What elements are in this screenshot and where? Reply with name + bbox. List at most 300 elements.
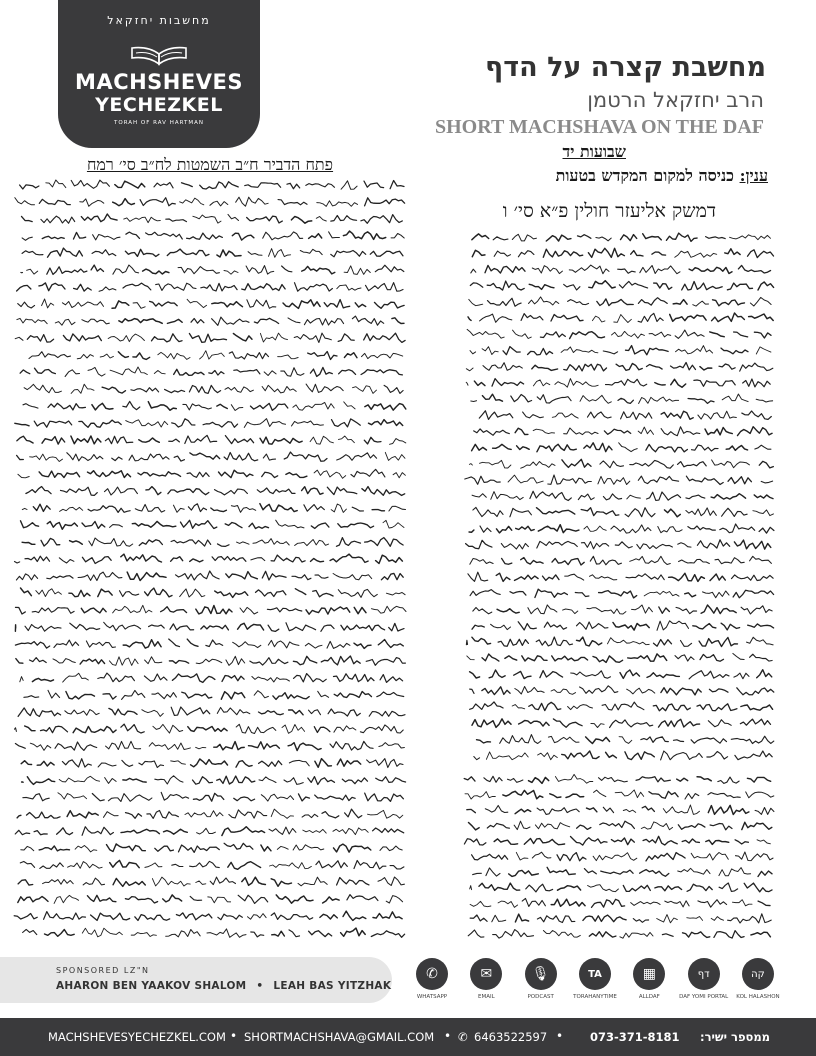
handwriting-stroke xyxy=(532,266,562,274)
handwriting-stroke xyxy=(59,558,74,563)
handwriting-stroke xyxy=(210,201,228,206)
handwriting-stroke xyxy=(562,459,591,467)
handwriting-stroke xyxy=(155,776,183,784)
handwriting-stroke xyxy=(122,690,145,699)
handwriting-stroke xyxy=(24,384,61,392)
handwriting-stroke xyxy=(77,354,93,358)
handwriting-stroke xyxy=(599,777,628,782)
handwriting-stroke xyxy=(26,487,51,494)
handwriting-stroke xyxy=(315,575,328,578)
handwriting-stroke xyxy=(248,252,262,256)
rabbi-name-hebrew: הרב יחזקאל הרטמן xyxy=(587,88,764,112)
logo-name-line2: YECHEZKEL xyxy=(95,94,223,116)
handwriting-stroke xyxy=(168,489,209,495)
handwriting-stroke xyxy=(378,877,404,886)
handwriting-stroke xyxy=(482,394,502,401)
handwriting-stroke xyxy=(464,839,486,845)
handwriting-stroke xyxy=(79,420,121,427)
open-book-icon xyxy=(130,44,188,66)
handwriting-stroke xyxy=(706,840,729,844)
link-email[interactable] xyxy=(464,958,508,1006)
handwriting-stroke xyxy=(547,867,575,874)
handwriting-stroke xyxy=(519,721,550,727)
handwriting-stroke xyxy=(249,742,280,749)
footer-email-link[interactable]: SHORTMACHSHAVA@GMAIL.COM xyxy=(244,1030,435,1044)
handwriting-stroke xyxy=(259,777,276,783)
handwriting-stroke xyxy=(133,353,150,360)
handwriting-stroke xyxy=(735,840,748,844)
handwriting-stroke xyxy=(60,507,83,511)
handwriting-stroke xyxy=(139,438,160,442)
handwriting-stroke xyxy=(630,460,674,468)
handwriting-stroke xyxy=(145,657,162,664)
handwriting-stroke xyxy=(564,428,598,435)
handwriting-stroke xyxy=(63,334,101,341)
handwriting-stroke xyxy=(222,827,265,836)
handwriting-stroke xyxy=(242,877,266,885)
handwriting-stroke xyxy=(590,556,621,565)
handwriting-stroke xyxy=(30,743,51,750)
handwriting-stroke xyxy=(298,877,327,886)
handwriting-stroke xyxy=(171,761,186,764)
whatsapp-icon: ✆ xyxy=(416,958,448,990)
handwriting-stroke xyxy=(339,370,356,375)
handwriting-stroke xyxy=(515,687,544,695)
handwriting-stroke xyxy=(41,538,60,546)
handwriting-stroke xyxy=(758,282,774,290)
handwriting-stroke xyxy=(108,334,144,342)
handwriting-stroke xyxy=(25,556,50,561)
handwriting-stroke xyxy=(169,639,180,647)
handwriting-stroke xyxy=(126,420,168,427)
handwriting-stroke xyxy=(593,853,637,861)
handwriting-stroke xyxy=(528,349,553,355)
handwriting-stroke xyxy=(81,214,117,222)
handwriting-stroke xyxy=(597,299,633,306)
handwriting-stroke xyxy=(529,702,561,710)
handwriting-stroke xyxy=(71,180,109,188)
link-whatsapp[interactable] xyxy=(410,958,454,1006)
handwriting-stroke xyxy=(333,574,372,580)
handwriting-stroke xyxy=(530,491,571,500)
handwriting-stroke xyxy=(105,487,138,495)
handwriting-stroke xyxy=(149,743,190,750)
handwriting-stroke xyxy=(485,265,525,273)
handwriting-stroke xyxy=(740,363,773,371)
handwriting-stroke xyxy=(473,873,482,874)
handwriting-stroke xyxy=(580,686,618,694)
handwriting-stroke xyxy=(310,368,332,377)
handwriting-stroke xyxy=(515,914,528,922)
handwriting-stroke xyxy=(18,708,61,717)
handwriting-stroke xyxy=(548,475,592,484)
logo-hebrew-text: מחשבות יחזקאל xyxy=(107,14,211,27)
handwriting-stroke xyxy=(712,313,745,322)
handwriting-stroke xyxy=(144,674,167,681)
handwriting-stroke xyxy=(655,383,665,385)
handwriting-stroke xyxy=(480,526,491,532)
handwriting-stroke xyxy=(494,839,517,844)
footer-separator: • xyxy=(556,1029,564,1043)
handwriting-stroke xyxy=(212,302,243,307)
handwriting-stroke xyxy=(257,488,295,494)
topic-heading xyxy=(556,166,768,186)
handwriting-stroke xyxy=(247,216,283,223)
handwriting-stroke xyxy=(570,332,605,339)
handwriting-stroke xyxy=(176,571,220,580)
handwriting-stroke xyxy=(538,525,579,533)
handwriting-stroke xyxy=(720,524,755,533)
handwriting-stroke xyxy=(671,363,696,370)
handwriting-stroke xyxy=(176,913,212,920)
handwriting-stroke xyxy=(271,913,313,920)
handwriting-stroke xyxy=(498,639,528,646)
handwriting-stroke xyxy=(744,883,772,892)
handwriting-stroke xyxy=(295,540,329,546)
handwriting-stroke xyxy=(700,367,712,370)
handwriting-stroke xyxy=(20,185,39,189)
handwriting-stroke xyxy=(93,235,120,240)
handwriting-stroke xyxy=(71,436,101,444)
handwriting-stroke xyxy=(757,840,770,844)
handwriting-stroke xyxy=(700,654,724,661)
handwriting-stroke xyxy=(293,402,334,410)
handwriting-stroke xyxy=(602,702,644,710)
handwriting-stroke xyxy=(557,853,586,861)
handwriting-stroke xyxy=(278,200,307,205)
handwriting-stroke xyxy=(181,520,217,528)
handwriting-stroke xyxy=(289,930,300,937)
handwriting-stroke xyxy=(632,605,653,613)
handwriting-stroke xyxy=(272,931,285,936)
handwriting-stroke xyxy=(674,740,684,742)
handwriting-stroke xyxy=(121,829,159,833)
handwriting-stroke xyxy=(125,249,158,256)
handwriting-stroke xyxy=(67,811,98,818)
handwriting-stroke xyxy=(154,371,165,374)
handwriting-stroke xyxy=(733,654,744,660)
handwriting-stroke xyxy=(593,656,623,663)
link-kol-halashon[interactable] xyxy=(736,958,780,1006)
handwriting-stroke xyxy=(741,705,773,710)
handwriting-stroke xyxy=(479,411,513,420)
handwriting-stroke xyxy=(153,724,183,733)
handwriting-stroke xyxy=(225,436,253,444)
handwriting-stroke xyxy=(41,726,68,733)
handwriting-stroke xyxy=(546,235,571,241)
handwriting-stroke xyxy=(267,608,301,612)
handwriting-stroke xyxy=(377,692,404,697)
handwriting-stroke xyxy=(125,897,157,903)
handwriting-stroke xyxy=(518,622,536,630)
handwriting-stroke xyxy=(685,593,696,597)
handwriting-stroke xyxy=(123,640,161,648)
handwriting-stroke xyxy=(497,609,519,613)
handwriting-stroke xyxy=(381,573,403,579)
handwriting-stroke xyxy=(39,471,80,477)
handwriting-stroke xyxy=(57,828,73,835)
handwriting-stroke xyxy=(74,232,86,239)
handwriting-stroke xyxy=(677,778,688,781)
handwriting-stroke xyxy=(470,283,483,287)
handwriting-stroke xyxy=(65,710,99,716)
link-torahanytime[interactable] xyxy=(573,958,617,1006)
handwriting-stroke xyxy=(496,573,510,581)
handwriting-stroke xyxy=(603,807,613,812)
handwriting-stroke xyxy=(638,313,663,322)
handwriting-stroke xyxy=(224,453,258,461)
link-daf-yomi-portal[interactable] xyxy=(679,958,729,1006)
handwriting-stroke xyxy=(234,797,255,801)
handwriting-stroke xyxy=(369,420,403,426)
handwriting-stroke xyxy=(564,284,580,290)
handwriting-stroke xyxy=(647,492,681,500)
handwriting-stroke xyxy=(566,794,584,797)
handwriting-stroke xyxy=(611,525,651,533)
handwriting-stroke xyxy=(294,674,327,682)
footer-separator: • xyxy=(444,1029,452,1043)
handwriting-stroke xyxy=(110,367,147,375)
handwriting-stroke xyxy=(74,284,92,291)
handwriting-stroke xyxy=(337,878,369,886)
handwriting-stroke xyxy=(146,487,161,495)
handwriting-stroke xyxy=(726,446,747,451)
handwriting-stroke xyxy=(470,351,476,354)
handwriting-stroke xyxy=(638,476,678,484)
handwriting-stroke xyxy=(596,237,611,241)
handwriting-stroke xyxy=(286,623,316,631)
handwriting-stroke xyxy=(15,198,35,205)
handwriting-stroke xyxy=(196,747,206,749)
handwriting-stroke xyxy=(721,623,740,630)
handwriting-stroke xyxy=(483,363,522,371)
handwriting-stroke xyxy=(681,641,692,647)
handwriting-stroke xyxy=(575,593,589,597)
handwriting-stroke xyxy=(212,317,249,325)
handwriting-stroke xyxy=(736,852,774,861)
handwriting-stroke xyxy=(309,931,332,937)
handwriting-stroke xyxy=(571,837,608,846)
handwriting-stroke xyxy=(88,506,130,513)
handwriting-stroke xyxy=(113,265,139,274)
handwriting-stroke xyxy=(338,523,374,528)
handwriting-stroke xyxy=(183,404,212,410)
handwriting-stroke xyxy=(154,183,173,188)
handwriting-stroke xyxy=(670,314,706,321)
handwriting-stroke xyxy=(474,429,510,435)
handwriting-stroke xyxy=(354,861,386,870)
handwriting-stroke xyxy=(27,812,61,818)
handwriting-stroke xyxy=(112,301,129,308)
handwriting-stroke xyxy=(34,831,47,835)
handwriting-stroke xyxy=(53,659,75,663)
handwriting-stroke xyxy=(200,351,225,359)
handwriting-stroke xyxy=(229,352,268,359)
handwriting-stroke xyxy=(587,608,626,614)
handwriting-stroke xyxy=(180,589,205,597)
handwriting-stroke xyxy=(711,494,746,499)
handwriting-stroke xyxy=(262,571,286,580)
handwriting-stroke xyxy=(584,443,612,452)
handwriting-stroke xyxy=(78,572,122,580)
handwriting-stroke xyxy=(21,761,31,765)
handwriting-stroke xyxy=(253,539,289,545)
handwriting-stroke xyxy=(738,427,773,436)
handwriting-stroke xyxy=(324,300,350,308)
handwriting-stroke xyxy=(663,805,699,814)
handwriting-stroke xyxy=(505,656,517,660)
handwriting-stroke xyxy=(473,608,492,614)
handwriting-stroke xyxy=(521,314,543,321)
handwriting-stroke xyxy=(329,232,340,238)
handwriting-stroke xyxy=(584,869,596,874)
handwriting-stroke xyxy=(314,727,330,733)
handwriting-stroke xyxy=(606,752,617,758)
handwriting-stroke xyxy=(482,347,498,355)
handwriting-stroke xyxy=(487,823,509,828)
handwriting-stroke xyxy=(209,371,224,376)
handwriting-stroke xyxy=(758,871,772,877)
handwriting-stroke xyxy=(166,930,201,937)
handwriting-stroke xyxy=(747,637,774,645)
handwriting-stroke xyxy=(710,574,725,581)
handwriting-stroke xyxy=(129,454,169,461)
handwriting-stroke xyxy=(386,896,402,903)
handwriting-stroke xyxy=(201,283,237,291)
handwriting-stroke xyxy=(652,252,666,255)
handwriting-stroke xyxy=(124,217,161,222)
handwriting-stroke xyxy=(304,319,343,326)
handwriting-stroke xyxy=(588,412,612,418)
handwriting-stroke xyxy=(226,656,245,665)
handwriting-stroke xyxy=(104,622,141,630)
handwriting-stroke xyxy=(306,384,343,392)
handwriting-stroke xyxy=(91,913,130,920)
handwriting-stroke xyxy=(201,625,229,630)
handwriting-stroke xyxy=(741,606,772,614)
handwriting-stroke xyxy=(251,558,265,561)
handwriting-stroke xyxy=(284,778,303,785)
handwriting-stroke xyxy=(705,428,732,435)
handwriting-stroke xyxy=(509,870,539,876)
link-alldaf[interactable] xyxy=(627,958,671,1006)
handwriting-stroke xyxy=(688,399,714,404)
handwriting-stroke xyxy=(482,687,510,695)
handwriting-stroke xyxy=(604,429,630,434)
handwriting-stroke xyxy=(754,332,771,338)
handwriting-stroke xyxy=(474,757,480,760)
tractate-label: שבועות יד xyxy=(562,142,626,161)
handwriting-stroke xyxy=(735,751,772,760)
handwriting-stroke xyxy=(362,487,405,496)
handwriting-stroke xyxy=(174,505,185,512)
handwriting-stroke xyxy=(510,508,532,516)
handwriting-stroke xyxy=(22,216,33,221)
handwriting-stroke xyxy=(317,201,358,207)
handwriting-stroke xyxy=(16,659,23,664)
handwriting-stroke xyxy=(470,901,491,906)
handwriting-stroke xyxy=(529,777,549,783)
handwriting-stroke xyxy=(323,897,340,903)
handwriting-stroke xyxy=(646,853,685,861)
handwriting-stroke xyxy=(675,655,694,661)
handwriting-stroke xyxy=(352,316,383,325)
handwriting-stroke xyxy=(714,931,744,939)
handwriting-stroke xyxy=(571,671,611,678)
handwriting-stroke xyxy=(63,673,89,682)
handwriting-stroke xyxy=(369,711,405,716)
handwriting-stroke xyxy=(521,462,555,469)
handwriting-stroke xyxy=(678,824,705,830)
left-handwritten-text xyxy=(10,176,410,942)
handwriting-stroke xyxy=(565,574,584,580)
handwriting-stroke xyxy=(623,810,635,813)
handwriting-stroke xyxy=(551,315,583,322)
handwriting-stroke xyxy=(514,671,531,678)
handwriting-stroke xyxy=(537,916,574,923)
handwriting-stroke xyxy=(148,402,176,411)
handwriting-stroke xyxy=(543,931,580,938)
handwriting-stroke xyxy=(755,808,774,815)
handwriting-stroke xyxy=(196,881,206,885)
handwriting-stroke xyxy=(344,266,370,275)
handwriting-stroke xyxy=(621,412,652,420)
handwriting-stroke xyxy=(480,314,512,322)
handwriting-stroke xyxy=(564,364,607,371)
handwriting-stroke xyxy=(479,883,520,890)
handwriting-stroke xyxy=(271,809,293,818)
handwriting-stroke xyxy=(365,404,406,411)
handwriting-stroke xyxy=(379,743,405,748)
handwriting-stroke xyxy=(20,370,30,374)
handwriting-stroke xyxy=(34,421,71,427)
handwriting-stroke xyxy=(466,382,468,385)
handwriting-stroke xyxy=(655,886,682,891)
handwriting-stroke xyxy=(552,559,584,566)
handwriting-stroke xyxy=(472,250,485,256)
handwriting-stroke xyxy=(304,505,324,512)
right-handwritten-text-upper xyxy=(460,228,778,766)
handwriting-stroke xyxy=(197,828,216,834)
handwriting-stroke xyxy=(562,751,599,759)
handwriting-stroke xyxy=(18,897,48,903)
handwriting-stroke xyxy=(82,522,105,529)
handwriting-stroke xyxy=(366,658,405,666)
handwriting-stroke xyxy=(643,234,662,240)
handwriting-stroke xyxy=(59,776,99,782)
handwriting-stroke xyxy=(118,352,128,358)
handwriting-stroke xyxy=(196,606,232,614)
handwriting-stroke xyxy=(54,895,79,903)
handwriting-stroke xyxy=(320,914,337,919)
handwriting-stroke xyxy=(759,527,774,533)
footer-website-link[interactable]: MACHSHEVESYECHEZKEL.COM xyxy=(48,1030,226,1044)
handwriting-stroke xyxy=(536,637,572,646)
footer-bar xyxy=(0,1018,816,1056)
handwriting-stroke xyxy=(659,607,670,613)
handwriting-stroke xyxy=(152,693,177,699)
footer-whatsapp-number[interactable]: 6463522597 xyxy=(474,1030,548,1044)
link-podcast[interactable] xyxy=(519,958,563,1006)
handwriting-stroke xyxy=(615,790,644,798)
handwriting-stroke xyxy=(142,710,164,717)
handwriting-stroke xyxy=(32,608,74,614)
handwriting-stroke xyxy=(92,794,104,801)
handwriting-stroke xyxy=(727,283,752,290)
handwriting-stroke xyxy=(260,504,297,512)
handwriting-stroke xyxy=(533,429,554,433)
footer-direct-number[interactable]: 073-371-8181 xyxy=(590,1030,680,1044)
